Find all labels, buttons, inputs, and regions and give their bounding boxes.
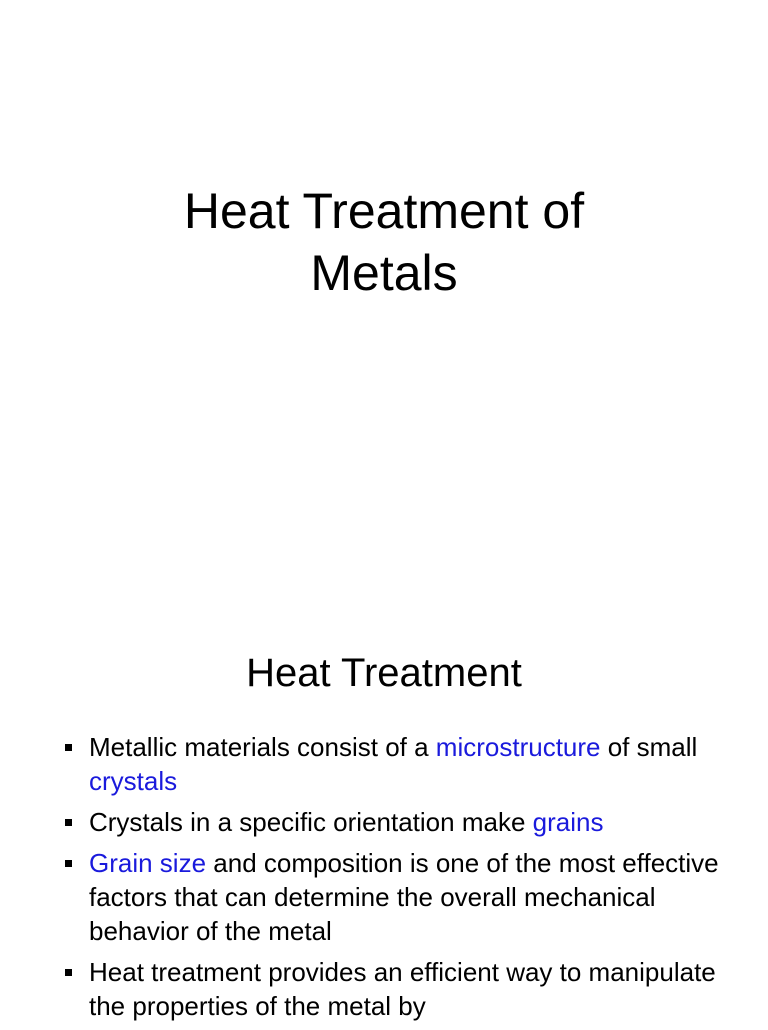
bullet-text: Heat treatment provides an efficient way to manipulate the properties of the metal by	[89, 957, 716, 1021]
bullet-text: Crystals in a specific orientation make	[89, 807, 533, 837]
link-microstructure[interactable]: microstructure	[435, 732, 601, 762]
bullet-list	[60, 730, 720, 1030]
title-line-2: Metals	[310, 245, 458, 301]
link-crystals[interactable]: crystals	[89, 766, 178, 796]
bullet-item	[60, 805, 720, 839]
slide-title	[0, 180, 768, 304]
bullet-text: and composition is one of the most effective factors that can determine the overall mechanical behavior of the metal	[89, 848, 719, 946]
bullet-item	[60, 730, 720, 798]
title-line-1: Heat Treatment of	[183, 183, 585, 239]
square-bullet-icon	[65, 860, 72, 867]
slide-heading: Heat Treatment	[246, 651, 522, 695]
link-grain-size[interactable]: Grain size	[89, 848, 207, 878]
bullet-item	[60, 846, 720, 948]
bullet-item	[60, 955, 720, 1023]
bullet-text: Metallic materials consist of a	[89, 732, 436, 762]
bullet-text: of small	[600, 732, 698, 762]
square-bullet-icon	[65, 744, 72, 751]
square-bullet-icon	[65, 969, 72, 976]
link-grains[interactable]: grains	[532, 807, 604, 837]
square-bullet-icon	[65, 819, 72, 826]
